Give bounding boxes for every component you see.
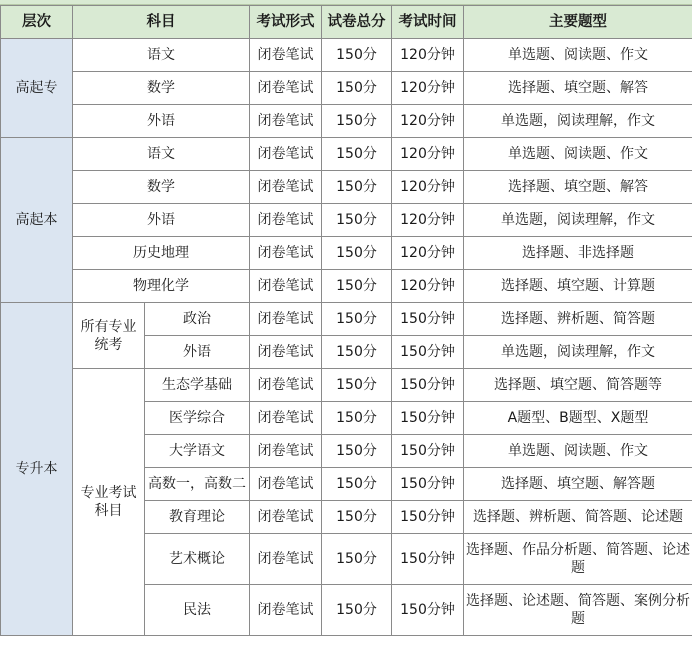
subject-cell: 语文	[73, 39, 250, 72]
time-cell: 120分钟	[392, 204, 464, 237]
format-cell: 闭卷笔试	[250, 402, 322, 435]
header-score: 试卷总分	[322, 6, 392, 39]
table-row	[1, 39, 692, 72]
header-time: 考试时间	[392, 6, 464, 39]
subject-cell: 外语	[145, 336, 250, 369]
time-cell: 150分钟	[392, 402, 464, 435]
types-cell: 选择题、填空题、解答	[464, 72, 692, 105]
format-cell: 闭卷笔试	[250, 204, 322, 237]
format-cell: 闭卷笔试	[250, 237, 322, 270]
score-cell: 150分	[322, 585, 392, 636]
subject-cell: 历史地理	[73, 237, 250, 270]
table-row	[1, 138, 692, 171]
time-cell: 150分钟	[392, 303, 464, 336]
types-cell: 单选题、阅读题、作文	[464, 435, 692, 468]
level-cell-gaoqizhuan: 高起专	[1, 39, 73, 138]
subject-cell: 外语	[73, 105, 250, 138]
subject-cell: 民法	[145, 585, 250, 636]
types-cell: 选择题、填空题、简答题等	[464, 369, 692, 402]
time-cell: 120分钟	[392, 72, 464, 105]
score-cell: 150分	[322, 171, 392, 204]
types-cell: A题型、B题型、X题型	[464, 402, 692, 435]
format-cell: 闭卷笔试	[250, 270, 322, 303]
subject-cell: 大学语文	[145, 435, 250, 468]
score-cell: 150分	[322, 39, 392, 72]
score-cell: 150分	[322, 270, 392, 303]
format-cell: 闭卷笔试	[250, 138, 322, 171]
types-cell: 单选题，阅读理解，作文	[464, 336, 692, 369]
types-cell: 单选题，阅读理解，作文	[464, 204, 692, 237]
subject-cell: 语文	[73, 138, 250, 171]
time-cell: 120分钟	[392, 237, 464, 270]
format-cell: 闭卷笔试	[250, 72, 322, 105]
format-cell: 闭卷笔试	[250, 501, 322, 534]
header-subject: 科目	[73, 6, 250, 39]
format-cell: 闭卷笔试	[250, 39, 322, 72]
types-cell: 单选题、阅读题、作文	[464, 138, 692, 171]
time-cell: 150分钟	[392, 468, 464, 501]
format-cell: 闭卷笔试	[250, 585, 322, 636]
score-cell: 150分	[322, 138, 392, 171]
types-cell: 选择题、作品分析题、简答题、论述题	[464, 534, 692, 585]
format-cell: 闭卷笔试	[250, 171, 322, 204]
format-cell: 闭卷笔试	[250, 369, 322, 402]
score-cell: 150分	[322, 237, 392, 270]
subject-cell: 高数一，高数二	[145, 468, 250, 501]
subject-cell: 生态学基础	[145, 369, 250, 402]
score-cell: 150分	[322, 468, 392, 501]
time-cell: 120分钟	[392, 270, 464, 303]
format-cell: 闭卷笔试	[250, 303, 322, 336]
subject-cell: 教育理论	[145, 501, 250, 534]
score-cell: 150分	[322, 402, 392, 435]
format-cell: 闭卷笔试	[250, 435, 322, 468]
subject-cell: 外语	[73, 204, 250, 237]
time-cell: 120分钟	[392, 171, 464, 204]
time-cell: 150分钟	[392, 336, 464, 369]
score-cell: 150分	[322, 336, 392, 369]
time-cell: 150分钟	[392, 501, 464, 534]
table-row	[1, 369, 692, 402]
table-row	[1, 171, 692, 204]
types-cell: 选择题、填空题、计算题	[464, 270, 692, 303]
time-cell: 120分钟	[392, 105, 464, 138]
table-row	[1, 105, 692, 138]
group-cell-major: 专业考试科目	[73, 369, 145, 636]
header-format: 考试形式	[250, 6, 322, 39]
subject-cell: 艺术概论	[145, 534, 250, 585]
score-cell: 150分	[322, 204, 392, 237]
subject-cell: 物理化学	[73, 270, 250, 303]
time-cell: 150分钟	[392, 534, 464, 585]
time-cell: 150分钟	[392, 585, 464, 636]
score-cell: 150分	[322, 105, 392, 138]
header-types: 主要题型	[464, 6, 692, 39]
level-cell-zhuanshengben: 专升本	[1, 303, 73, 636]
table-row	[1, 270, 692, 303]
level-cell-gaoqiben: 高起本	[1, 138, 73, 303]
score-cell: 150分	[322, 435, 392, 468]
time-cell: 150分钟	[392, 435, 464, 468]
format-cell: 闭卷笔试	[250, 336, 322, 369]
subject-cell: 数学	[73, 171, 250, 204]
types-cell: 选择题、辨析题、简答题、论述题	[464, 501, 692, 534]
types-cell: 选择题、非选择题	[464, 237, 692, 270]
score-cell: 150分	[322, 369, 392, 402]
types-cell: 单选题，阅读理解，作文	[464, 105, 692, 138]
subject-cell: 政治	[145, 303, 250, 336]
score-cell: 150分	[322, 534, 392, 585]
exam-subjects-table	[0, 5, 692, 636]
subject-cell: 医学综合	[145, 402, 250, 435]
score-cell: 150分	[322, 72, 392, 105]
score-cell: 150分	[322, 303, 392, 336]
types-cell: 选择题、填空题、解答题	[464, 468, 692, 501]
types-cell: 选择题、填空题、解答	[464, 171, 692, 204]
types-cell: 选择题、论述题、简答题、案例分析题	[464, 585, 692, 636]
types-cell: 单选题、阅读题、作文	[464, 39, 692, 72]
table-row	[1, 204, 692, 237]
format-cell: 闭卷笔试	[250, 534, 322, 585]
types-cell: 选择题、辨析题、简答题	[464, 303, 692, 336]
header-level: 层次	[1, 6, 73, 39]
score-cell: 150分	[322, 501, 392, 534]
time-cell: 150分钟	[392, 369, 464, 402]
time-cell: 120分钟	[392, 39, 464, 72]
table-row	[1, 237, 692, 270]
subject-cell: 数学	[73, 72, 250, 105]
time-cell: 120分钟	[392, 138, 464, 171]
table-row	[1, 72, 692, 105]
table-row	[1, 303, 692, 336]
format-cell: 闭卷笔试	[250, 105, 322, 138]
format-cell: 闭卷笔试	[250, 468, 322, 501]
group-cell-common: 所有专业统考	[73, 303, 145, 369]
header-row	[1, 6, 692, 39]
